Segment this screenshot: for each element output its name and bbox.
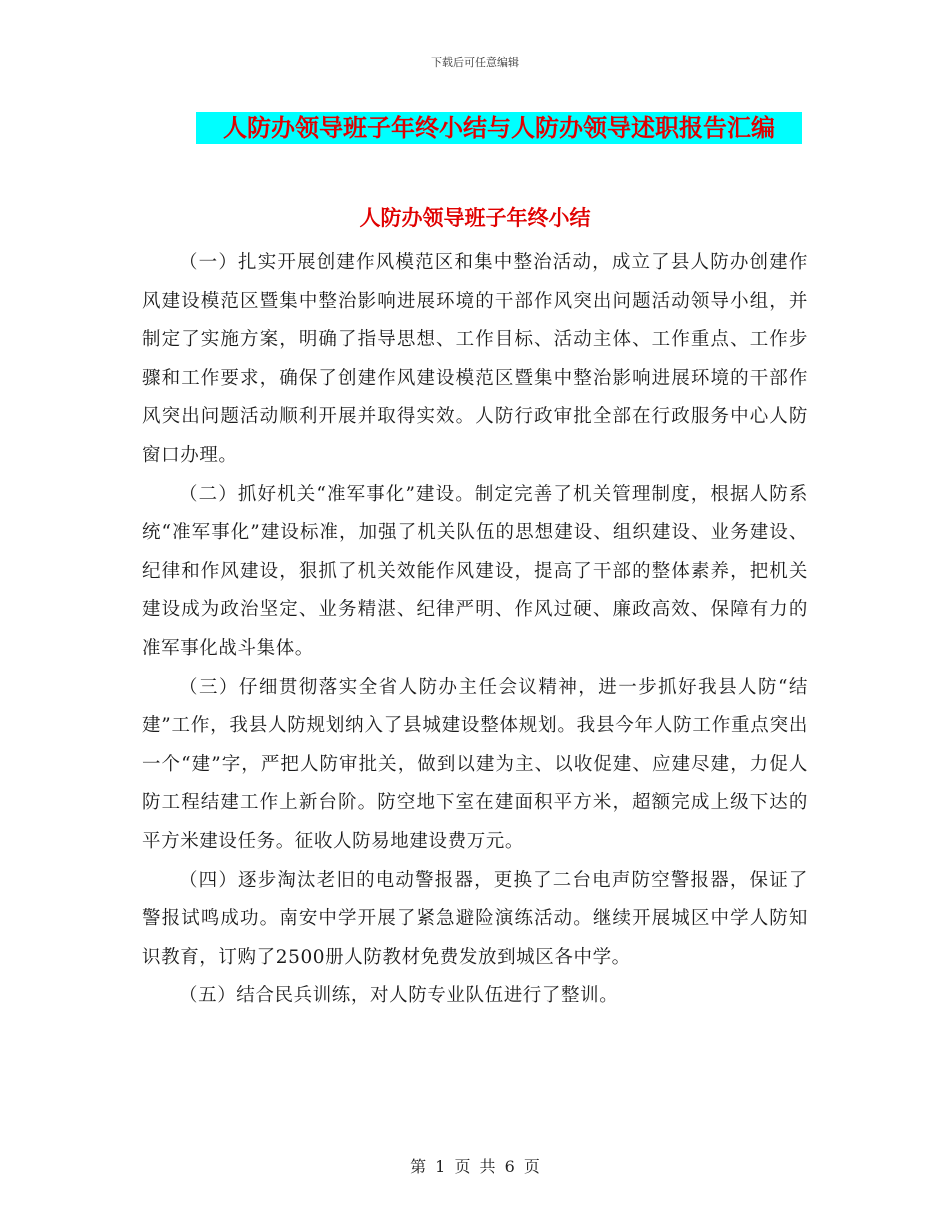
page-header-note: 下载后可任意编辑 (431, 56, 519, 69)
paragraph-5: （五）结合民兵训练，对人防专业队伍进行了整训。 (179, 985, 619, 1007)
paragraph-3: （三）仔细贯彻落实全省人防办主任会议精神，进一步抓好我县人防“结建”工作，我县人防规划纳入了县城建设整体规划。我县今年人防工作重点突出一个“建”字，严把人防审批关，做到以建为主、以收促建、应建尽建，力促人防工程结建工作上新台阶。防空地下室在建面积平方米，超额完成上级下达的平方米建设任务。征收人防易地建设费万元。 (142, 676, 808, 852)
paragraph-2: （二）抓好机关“准军事化”建设。制定完善了机关管理制度，根据人防系统“准军事化”建设标准，加强了机关队伍的思想建设、组织建设、业务建设、纪律和作风建设，狠抓了机关效能作风建设，提高了干部的整体素养，把机关建设成为政治坚定、业务精湛、纪律严明、作风过硬、廉政高效、保障有力的准军事化战斗集体。 (142, 483, 808, 659)
document-body (142, 244, 808, 1016)
document-title: 人防办领导班子年终小结与人防办领导述职报告汇编 (196, 112, 802, 144)
section-title: 人防办领导班子年终小结 (359, 206, 591, 230)
paragraph-1: （一）扎实开展创建作风模范区和集中整治活动，成立了县人防办创建作风建设模范区暨集中整治影响进展环境的干部作风突出问题活动领导小组，并制定了实施方案，明确了指导思想、工作目标、活动主体、工作重点、工作步骤和工作要求，确保了创建作风建设模范区暨集中整治影响进展环境的干部作风突出问题活动顺利开展并取得实效。人防行政审批全部在行政服务中心人防窗口办理。 (142, 252, 808, 466)
page-number: 第 1 页 共 6 页 (410, 1157, 540, 1176)
paragraph-4: （四）逐步淘汰老旧的电动警报器，更换了二台电声防空警报器，保证了警报试鸣成功。南安中学开展了紧急避险演练活动。继续开展城区中学人防知识教育，订购了2500册人防教材免费发放到城区各中学。 (142, 869, 808, 968)
